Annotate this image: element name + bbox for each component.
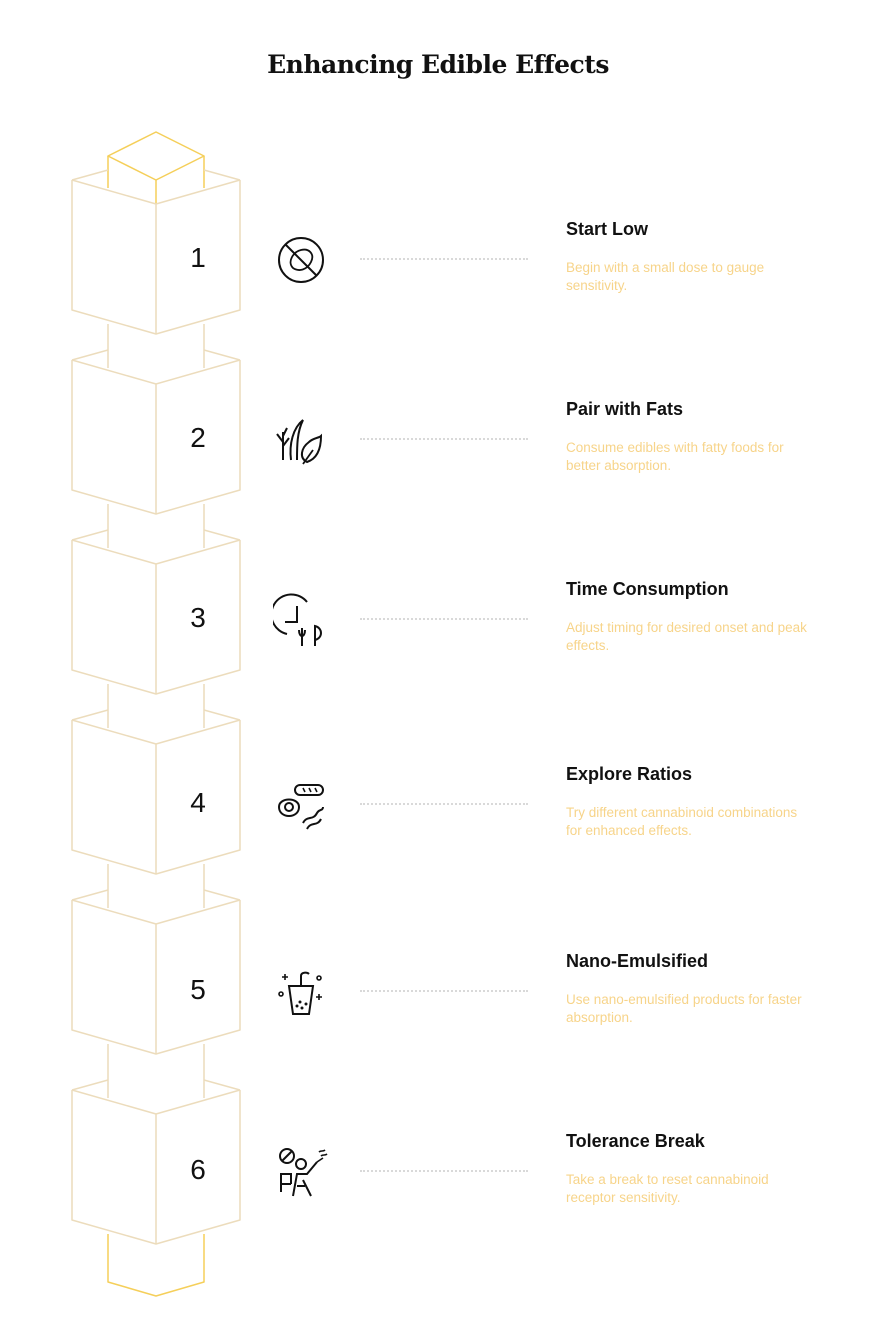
step-number: 2 xyxy=(190,422,206,453)
dotted-connector xyxy=(360,438,528,440)
step-title: Time Consumption xyxy=(566,579,729,599)
diagram-title: Enhancing Edible Effects xyxy=(267,50,609,79)
step-description: Try different cannabinoid combinations for enhanced effects. xyxy=(566,805,798,838)
breakfast-foods-icon xyxy=(273,777,329,833)
step-number: 4 xyxy=(190,787,206,818)
dotted-connector xyxy=(360,258,528,260)
step-description: Use nano-emulsified products for faster absorption. xyxy=(566,992,802,1025)
dotted-connector xyxy=(360,618,528,620)
step-number: 3 xyxy=(190,602,206,633)
person-resting-icon xyxy=(273,1144,329,1200)
dotted-connector xyxy=(360,1170,528,1172)
box-face xyxy=(72,890,240,1054)
top-cap-face xyxy=(108,132,204,180)
plant-leaf-icon xyxy=(273,412,329,468)
dotted-connector xyxy=(360,803,528,805)
step-title: Start Low xyxy=(566,219,649,239)
dotted-connector xyxy=(360,990,528,992)
clock-cutlery-icon xyxy=(273,592,329,648)
drink-cup-icon xyxy=(273,964,329,1020)
step-number: 1 xyxy=(190,242,206,273)
step-title: Explore Ratios xyxy=(566,764,693,784)
step-description: Begin with a small dose to gauge sensitivity. xyxy=(566,260,765,293)
step-number: 5 xyxy=(190,974,206,1005)
step-title: Nano-Emulsified xyxy=(566,951,709,971)
step-title: Pair with Fats xyxy=(566,399,684,419)
no-cookie-icon xyxy=(273,232,329,288)
step-description: Consume edibles with fatty foods for better absorption. xyxy=(566,440,784,473)
step-number: 6 xyxy=(190,1154,206,1185)
step-title: Tolerance Break xyxy=(566,1131,705,1151)
step-description: Adjust timing for desired onset and peak effects. xyxy=(566,620,807,653)
step-description: Take a break to reset cannabinoid receptor sensitivity. xyxy=(566,1172,769,1205)
